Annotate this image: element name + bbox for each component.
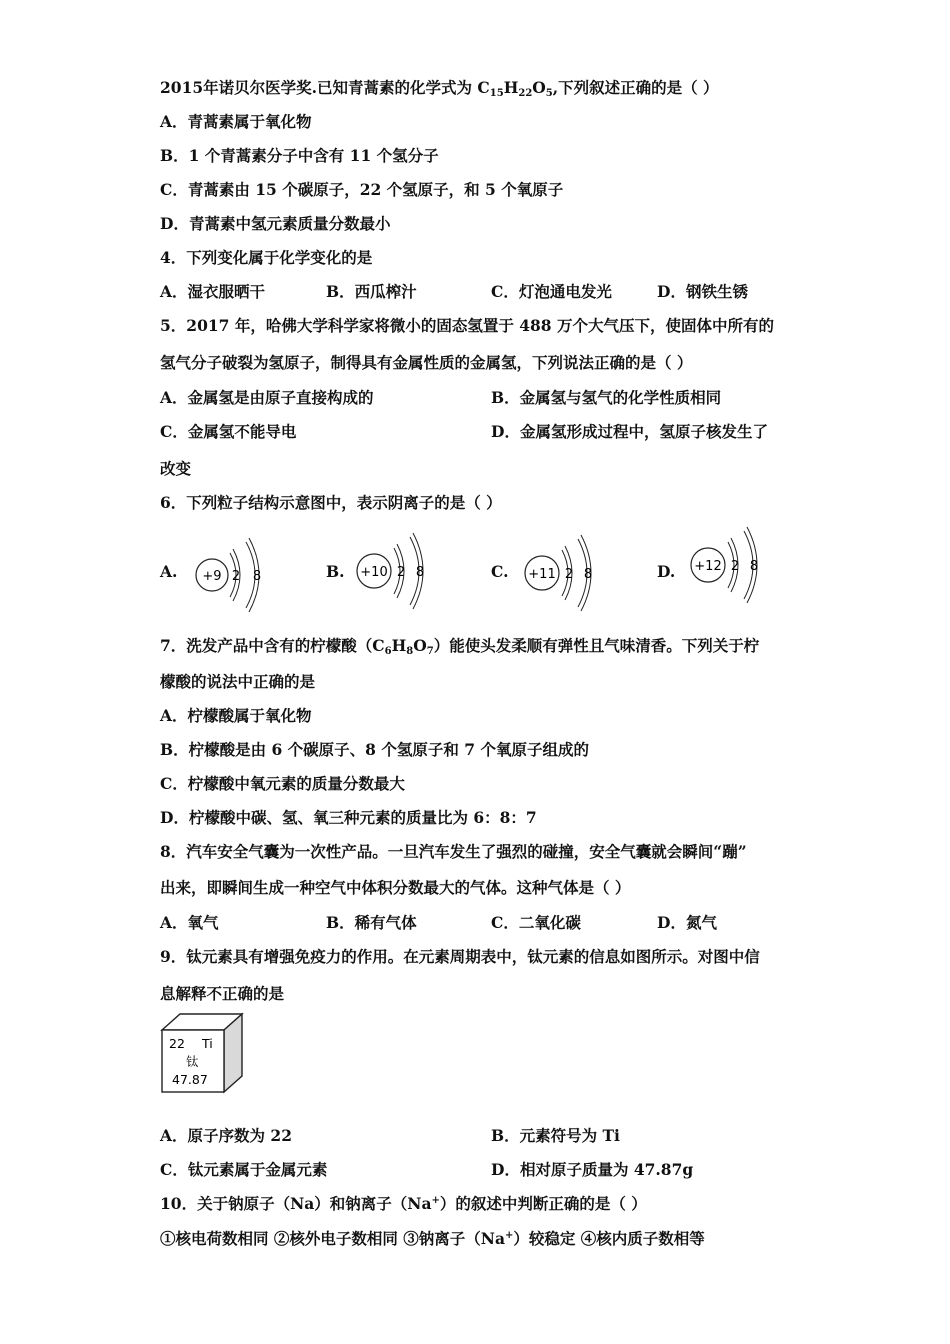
q8-option-b: B．稀有气体 [326,913,417,932]
q7-stem-line2: 檬酸的说法中正确的是 [160,672,316,691]
q8-option-c: C．二氧化碳 [491,913,581,932]
q7-option-c: C．柠檬酸中氧元素的质量分数最大 [160,774,405,793]
q6-shell1-a: 2 [231,569,241,584]
q7-option-a: A．柠檬酸属于氧化物 [160,706,312,725]
element-atomic-number: 22 [169,1036,185,1051]
q6-label-a: A. [160,562,178,581]
q5-option-b: B．金属氢与氢气的化学性质相同 [491,388,722,407]
q3-option-a: A．青蒿素属于氧化物 [160,112,312,131]
q10-statements: ①核电荷数相同 ②核外电子数相同 ③钠离子（Na+）较稳定 ④核内质子数相等 [160,1229,705,1248]
q5-option-d: D．金属氢形成过程中，氢原子核发生了 [491,422,768,441]
q9-stem-line1: 9．钛元素具有增强免疫力的作用。在元素周期表中，钛元素的信息如图所示。对图中信 [160,947,760,966]
q6-atom-diagram-a [190,528,280,620]
element-name: 钛 [186,1054,199,1069]
q6-shell2-c: 8 [583,567,593,582]
q3-option-d: D．青蒿素中氢元素质量分数最小 [160,214,391,233]
q8-option-a: A．氧气 [160,913,219,932]
q10-stem: 10．关于钠原子（Na）和钠离子（Na+）的叙述中判断正确的是（ ） [160,1194,647,1213]
q6-label-b: B. [326,562,345,581]
q8-stem-line1: 8．汽车安全气囊为一次性产品。一旦汽车发生了强烈的碰撞，安全气囊就会瞬间“蹦” [160,842,747,861]
q9-option-b: B．元素符号为 Ti [491,1126,620,1145]
titanium-element-card [160,1010,246,1096]
q8-stem-line2: 出来，即瞬间生成一种空气中体积分数最大的气体。这种气体是（ ） [160,878,631,897]
q6-stem: 6．下列粒子结构示意图中，表示阴离子的是（ ） [160,493,502,512]
q7-option-b: B．柠檬酸是由 6 个碳原子、8 个氢原子和 7 个氧原子组成的 [160,740,589,759]
q6-label-d: D. [657,562,676,581]
q6-atom-diagram-d [686,520,776,612]
q4-option-c: C．灯泡通电发光 [491,282,612,301]
q8-option-d: D．氮气 [657,913,717,932]
q5-option-d-cont: 改变 [160,459,192,478]
element-symbol: Ti [202,1036,213,1051]
q5-option-a: A．金属氢是由原子直接构成的 [160,388,374,407]
q9-option-d: D．相对原子质量为 47.87g [491,1160,694,1179]
q4-option-a: A．湿衣服晒干 [160,282,266,301]
q6-label-c: C. [491,562,509,581]
q3-option-b: B．1 个青蒿素分子中含有 11 个氢分子 [160,146,439,165]
q7-stem-line1: 7．洗发产品中含有的柠檬酸$(C_6H_8O_7)$能使头发柔顺有弹性且气味清香。下列关于柠 [160,636,760,657]
q6-shell1-d: 2 [730,559,740,574]
q5-option-c: C．金属氢不能导电 [160,422,297,441]
q6-nucleus-c: +11 [528,567,556,582]
q6-shell1-c: 2 [564,567,574,582]
q6-nucleus-d: +12 [694,559,722,574]
q9-option-c: C．钛元素属于金属元素 [160,1160,328,1179]
q5-stem-line1: 5．2017 年，哈佛大学科学家将微小的固态氢置于 488 万个大气压下，使固体中所有的 [160,316,774,335]
q4-option-d: D．钢铁生锈 [657,282,748,301]
q6-nucleus-a: +9 [202,569,222,584]
q3-option-c: C．青蒿素由 15 个碳原子，22 个氢原子，和 5 个氧原子 [160,180,564,199]
q4-stem: 4．下列变化属于化学变化的是 [160,248,373,267]
q3-stem: 2015年诺贝尔医学奖.已知青蒿素的化学式为 $C_{15}H_{22}O_5$,下列叙述正确的是（ ） [160,78,719,99]
q6-shell2-d: 8 [749,559,759,574]
q6-atom-diagram-b [352,526,442,618]
q6-shell2-b: 8 [415,565,425,580]
q6-shell1-b: 2 [396,565,406,580]
q4-option-b: B．西瓜榨汁 [326,282,417,301]
element-atomic-mass: 47.87 [172,1072,208,1087]
q5-stem-line2: 氢气分子破裂为氢原子，制得具有金属性质的金属氢，下列说法正确的是（ ） [160,353,693,372]
q9-option-a: A．原子序数为 22 [160,1126,292,1145]
q6-nucleus-b: +10 [360,565,388,580]
q6-atom-diagram-c [520,528,610,620]
q9-stem-line2: 息解释不正确的是 [160,984,285,1003]
q7-option-d: D．柠檬酸中碳、氢、氧三种元素的质量比为 6：8：7 [160,808,537,827]
q6-shell2-a: 8 [252,569,262,584]
